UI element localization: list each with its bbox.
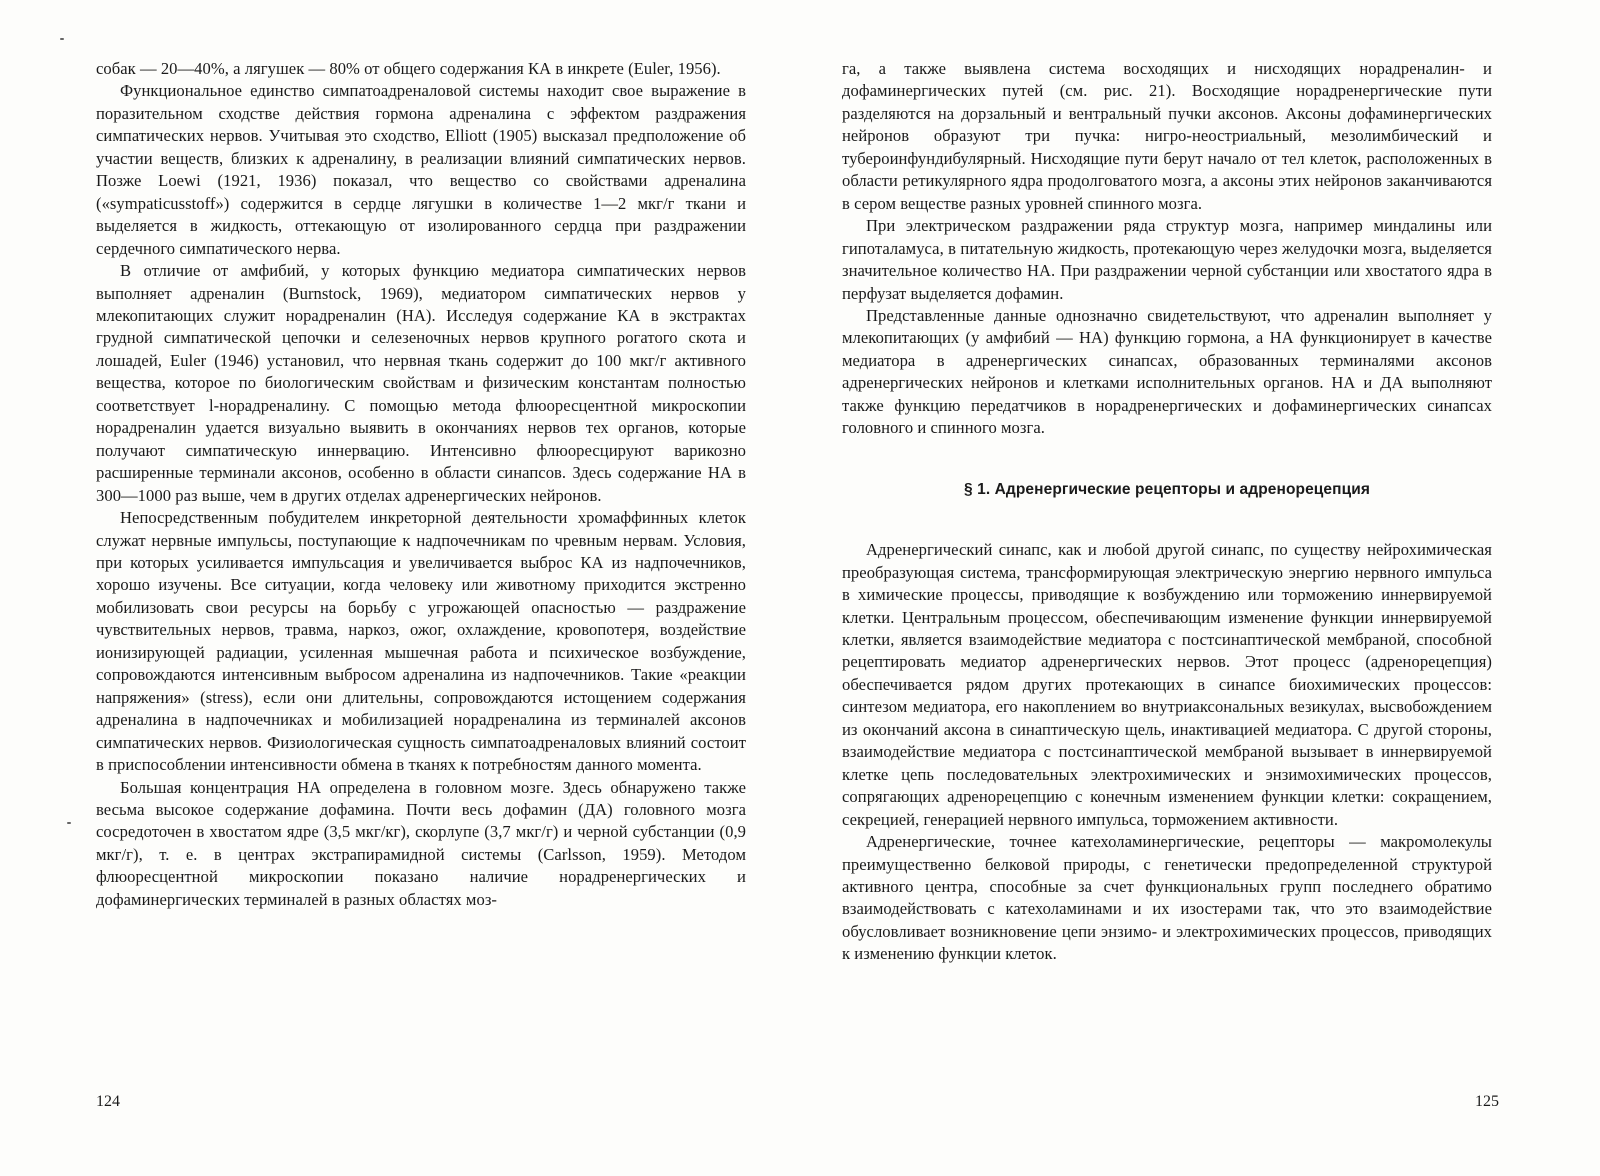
paragraph: Адренергический синапс, как и любой другой синапс, по существу нейрохимическая преобразующая система, трансформирующая электрическую энергию нервного импульса в химические процессы, приводящие к возбуждению или торможению иннервируемой клетки. Центральным процессом, обеспечивающим изменение функции иннервируемой клетки, является взаимодействие медиатора с постсинаптической мембраной, способной рецептировать медиатор адренергических нервов. Этот процесс (адренорецепция) обеспечивается рядом других протекающих в синапсе биохимических процессов: синтезом медиатора, его накоплением во внутриаксональных везикулах, высвобождением из окончаний аксона в синаптическую щель, инактивацией медиатора. С другой стороны, взаимодействие медиатора с постсинаптической мембраной вызывает в иннервируемой клетке цепь последовательных электрохимических и энзимохимических процессов, сопрягающих адренорецепцию с конечным изменением функции клетки: сокращением, секрецией, генерацией нервного импульса, торможением активности. <box>842 540 1492 829</box>
left-page <box>96 58 746 911</box>
paragraph: Функциональное единство симпатоадреналовой системы находит свое выражение в поразительном сходстве действия гормона адреналина с эффектом раздражения симпатических нервов. Учитывая это сходство, Elliott (1905) высказал предположение об участии веществ, близких к адреналину, в реализации влияний симпатических нервов. Позже Loewi (1921, 1936) показал, что вещество со свойствами адреналина («sympaticusstoff») содержится в сердце лягушки в количестве 1—2 мкг/г ткани и выделяется в жидкость, оттекающую от изолированного сердца при раздражении сердечного симпатического нерва. <box>96 81 746 258</box>
right-page <box>842 58 1492 966</box>
paragraph: собак — 20—40%, а лягушек — 80% от общего содержания КА в инкрете (Euler, 1956). <box>96 59 721 78</box>
paragraph: Адренергические, точнее катехоламинергические, рецепторы — макромолекулы преимущественно белковой природы, с генетически предопределенной структурой активного центра, способные за счет функциональных групп последнего обратимо взаимодействовать с катехоламинами и их изостерами так, что это взаимодействие обусловливает возникновение цепи энзимо- и электрохимических процессов, приводящих к изменению функции клеток. <box>842 832 1492 964</box>
paragraph: При электрическом раздражении ряда структур мозга, например миндалины или гипоталамуса, в питательную жидкость, протекающую через желудочки мозга, выделяется значительное количество НА. При раздражении черной субстанции или хвостатого ядра в перфузат выделяется дофамин. <box>842 216 1492 303</box>
paragraph: Непосредственным побудителем инкреторной деятельности хромаффинных клеток служат нервные импульсы, поступающие к надпочечникам по чревным нервам. Условия, при которых усиливается импульсация и увеличивается выброс КА из надпочечников, хорошо изучены. Все ситуации, когда человеку или животному приходится экстренно мобилизовать свои ресурсы на борьбу с угрожающей опасностью — раздражение чувствительных нервов, травма, наркоз, ожог, охлаждение, кровопотеря, воздействие ионизирующей радиации, усиленная мышечная работа и психическое возбуждение, сопровождаются интенсивным выбросом адреналина из надпочечников. Такие «реакции напряжения» (stress), если они длительны, сопровождаются истощением содержания адреналина в надпочечниках и мобилизацией норадреналина из терминалей аксонов симпатических нервов. Физиологическая сущность симпатоадреналовых влияний состоит в приспособлении интенсивности обмена в тканях к потребностям данного момента. <box>96 508 746 775</box>
paragraph: Представленные данные однозначно свидетельствуют, что адреналин выполняет у млекопитающих (у амфибий — НА) функцию гормона, а НА функционирует в качестве медиатора в адренергических синапсах, образованных терминалями аксонов адренергических нейронов и клетками исполнительных органов. НА и ДА выполняют также функцию передатчиков в норадренергических и дофаминергических синапсах головного и спинного мозга. <box>842 305 1492 438</box>
section-heading: § 1. Адренергические рецепторы и адренорецепция <box>963 480 1371 498</box>
page-number: 125 <box>1475 1093 1499 1110</box>
scan-speck <box>67 822 71 824</box>
paragraph: га, а также выявлена система восходящих и нисходящих норадреналин- и дофаминергических путей (см. рис. 21). Восходящие норадренергические пути разделяются на дорзальный и вентральный пучки аксонов. Аксоны дофаминергических нейронов образуют три пучка: нигро-неостриальный, мезолимбический и тубероинфундибулярный. Нисходящие пути берут начало от тел клеток, расположенных в области ретикулярного ядра продолговатого мозга, а аксоны этих нейронов заканчиваются в сером веществе разных уровней спинного мозга. <box>842 59 1492 213</box>
page-number: 124 <box>96 1093 120 1110</box>
paragraph: Большая концентрация НА определена в головном мозге. Здесь обнаружено также весьма высокое содержание дофамина. Почти весь дофамин (ДА) головного мозга сосредоточен в хвостатом ядре (3,5 мкг/кг), скорлупе (3,7 мкг/г) и черной субстанции (0,9 мкг/г), т. е. в центрах экстрапирамидной системы (Carlsson, 1959). Методом флюоресцентной микроскопии показано наличие норадренергических и дофаминергических терминалей в разных областях моз- <box>96 777 746 909</box>
paragraph: В отличие от амфибий, у которых функцию медиатора симпатических нервов выполняет адреналин (Burnstock, 1969), медиатором симпатических нервов у млекопитающих служит норадреналин (НА). Исследуя содержание КА в экстрактах грудной симпатической цепочки и селезеночных нервов крупного рогатого скота и лошадей, Euler (1946) установил, что нервная ткань содержит до 100 мкг/г активного вещества, которое по биологическим свойствам и физическим константам полностью соответствует l-норадреналину. С помощью метода флюоресцентной микроскопии норадреналин удается визуально выявить в окончаниях нервов тех органов, которые получают симпатическую иннервацию. Интенсивно флюоресцируют варикозно расширенные терминали аксонов, особенно в области синапсов. Здесь содержание НА в 300—1000 раз выше, чем в других отделах адренергических нейронов. <box>96 261 746 505</box>
scan-speck <box>60 38 64 40</box>
